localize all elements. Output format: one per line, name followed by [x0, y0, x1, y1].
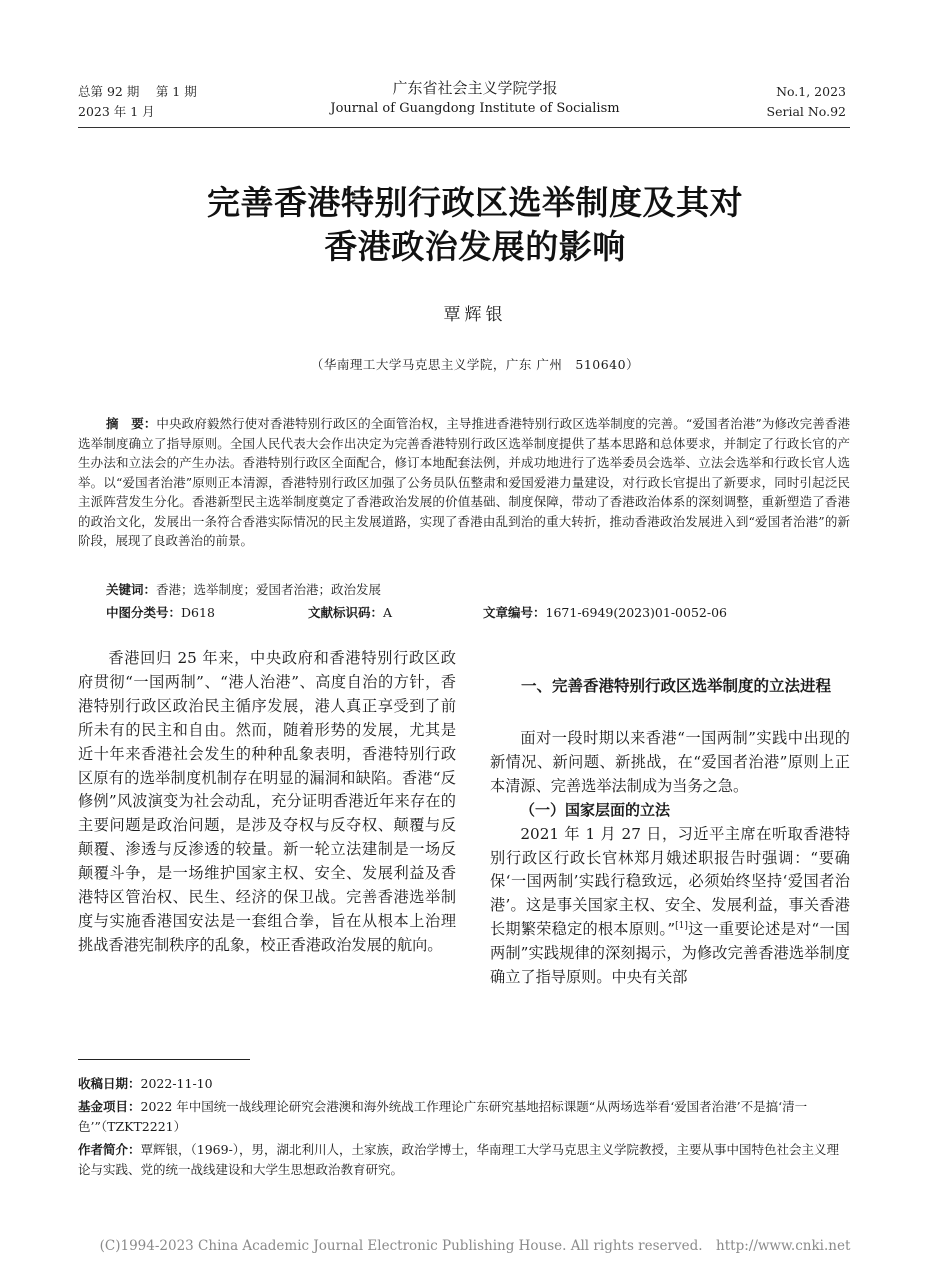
- abstract-label: 摘 要：: [106, 416, 157, 431]
- author-bio-label: 作者简介：: [78, 1142, 141, 1157]
- article-number: [483, 603, 727, 623]
- document-code: [308, 603, 392, 623]
- received-date-value: 2022-11-10: [140, 1076, 213, 1091]
- volume-number: No.1, 2023: [776, 84, 846, 99]
- document-code-value: A: [383, 605, 393, 620]
- abstract-text: 中央政府毅然行使对香港特别行政区的全面管治权，主导推进香港特别行政区选举制度的完善。“爱国者治港”为修改完善香港选举制度确立了指导原则。全国人民代表大会作出决定为完善香港特别行政区选举制度提供了基本思路和总体要求，并制定了行政长官的产生办法和立法会的产生办法。香港特别行政区全面配合，修订本地配套法例，并成功地进行了选举委员会选举、立法会选举和行政长官人选举。以“爱国者治港”原则正本清源，香港特别行政区加强了公务员队伍整肃和爱国爱港力量建设，对行政长官提出了新要求，同时引起泛民主派阵营发生分化。香港新型民主选举制度奠定了香港政治发展的价值基础、制度保障，带动了香港政治体系的深刻调整，重新塑造了香港的政治文化，发展出一条符合香港实际情况的民主发展道路，实现了香港由乱到治的重大转折，推动香港政治发展进入到“爱国者治港”的新阶段，展现了良政善治的前景。: [78, 416, 850, 548]
- footnotes: [78, 1074, 850, 1183]
- section-paragraph: 面对一段时期以来香港“一国两制”实践中出现的新情况、新问题、新挑战，在“爱国者治港”原则上正本清源、完善选举法制成为当务之急。: [490, 729, 850, 795]
- funding-label: 基金项目：: [78, 1099, 141, 1114]
- funding-text: 2022 年中国统一战线理论研究会港澳和海外统战工作理论广东研究基地招标课题“从两场选举看‘爱国者治港’不是搞‘清一色’”（TZKT2221）: [78, 1099, 808, 1134]
- received-date-label: 收稿日期：: [78, 1076, 141, 1091]
- subsection-heading: （一）国家层面的立法: [520, 800, 671, 819]
- author-affiliation: （华南理工大学马克思主义学院，广东 广州 510640）: [310, 357, 640, 372]
- received-date: [78, 1074, 850, 1094]
- author-name: 覃辉银: [443, 305, 507, 325]
- issue-number: 总第 92 期 第 1 期: [78, 84, 197, 99]
- document-code-label: 文献标识码：: [308, 605, 384, 620]
- author-bio: [78, 1140, 850, 1180]
- body-column-left: [78, 647, 456, 958]
- article-title-line2: 香港政治发展的影响: [324, 227, 626, 266]
- keywords: [106, 580, 381, 600]
- journal-name-cn: 广东省社会主义学院学报: [392, 79, 558, 97]
- article-title-line1: 完善香港特别行政区选举制度及其对: [207, 183, 743, 222]
- copyright-notice: (C)1994-2023 China Academic Journal Electronic Publishing House. All rights reserved. http://www.cnki.net: [99, 1238, 851, 1254]
- citation-reference[interactable]: [1]: [675, 921, 688, 932]
- article-number-value: 1671-6949(2023)01-0052-06: [545, 605, 727, 620]
- running-header-right: [767, 82, 846, 122]
- subsection-text: 2021 年 1 月 27 日，习近平主席在听取香港特别行政区行政长官林郑月娥述职报告时强调：“要确保‘一国两制’实践行稳致远，必须始终坚持‘爱国者治港’。这是事关国家主权、安全、发展利益，事关香港长期繁荣稳定的根本原则。”: [490, 824, 850, 939]
- abstract: [78, 414, 850, 551]
- body-column-right: [490, 673, 850, 990]
- section-heading: 一、完善香港特别行政区选举制度的立法进程: [521, 677, 832, 695]
- author-bio-text: 覃辉银，（1969-），男，湖北利川人，土家族，政治学博士，华南理工大学马克思主义学院教授，主要从事中国特色社会主义理论与实践、党的统一战线建设和大学生思想政治教育研究。: [78, 1142, 840, 1177]
- clc-value: D618: [181, 605, 215, 620]
- journal-name-en: Journal of Guangdong Institute of Socialism: [330, 101, 620, 116]
- keywords-text: 香港；选举制度；爱国者治港；政治发展: [156, 582, 382, 597]
- subsection-text-continued: 这一重要论述是对“一国两制”实践规律的深刻揭示，为修改完善香港选举制度确立了指导原则。中央有关部: [490, 920, 850, 987]
- intro-paragraph: 香港回归 25 年来，中央政府和香港特别行政区政府贯彻“一国两制”、“港人治港”、高度自治的方针，香港特别行政区政治民主循序发展，港人真正享受到了前所未有的民主和自由。然而，随着形势的发展，尤其是近十年来香港社会发生的种种乱象表明，香港特别行政区原有的选举制度机制存在明显的漏洞和缺陷。香港“反修例”风波演变为社会动乱，充分证明香港近年来存在的主要问题是政治问题，是涉及夺权与反夺权、颠覆与反颠覆、渗透与反渗透的较量。新一轮立法建制是一场反颠覆斗争，是一场维护国家主权、安全、发展利益及香港特区管治权、民生、经济的保卫战。完善香港选举制度与实施香港国安法是一套组合拳，旨在从根本上治理挑战香港宪制秩序的乱象，校正香港政治发展的航向。: [78, 649, 456, 954]
- subsection-paragraph: [490, 823, 850, 990]
- clc-number: [106, 603, 215, 623]
- article-title: [60, 181, 890, 269]
- footnote-divider: [78, 1059, 250, 1060]
- header-divider: [78, 127, 850, 128]
- issue-date: 2023 年 1 月: [78, 104, 155, 119]
- funding: [78, 1097, 850, 1137]
- section-spacer: [490, 699, 850, 727]
- serial-number: Serial No.92: [766, 104, 846, 119]
- keywords-label: 关键词：: [106, 582, 157, 597]
- clc-label: 中图分类号：: [106, 605, 182, 620]
- article-number-label: 文章编号：: [483, 605, 546, 620]
